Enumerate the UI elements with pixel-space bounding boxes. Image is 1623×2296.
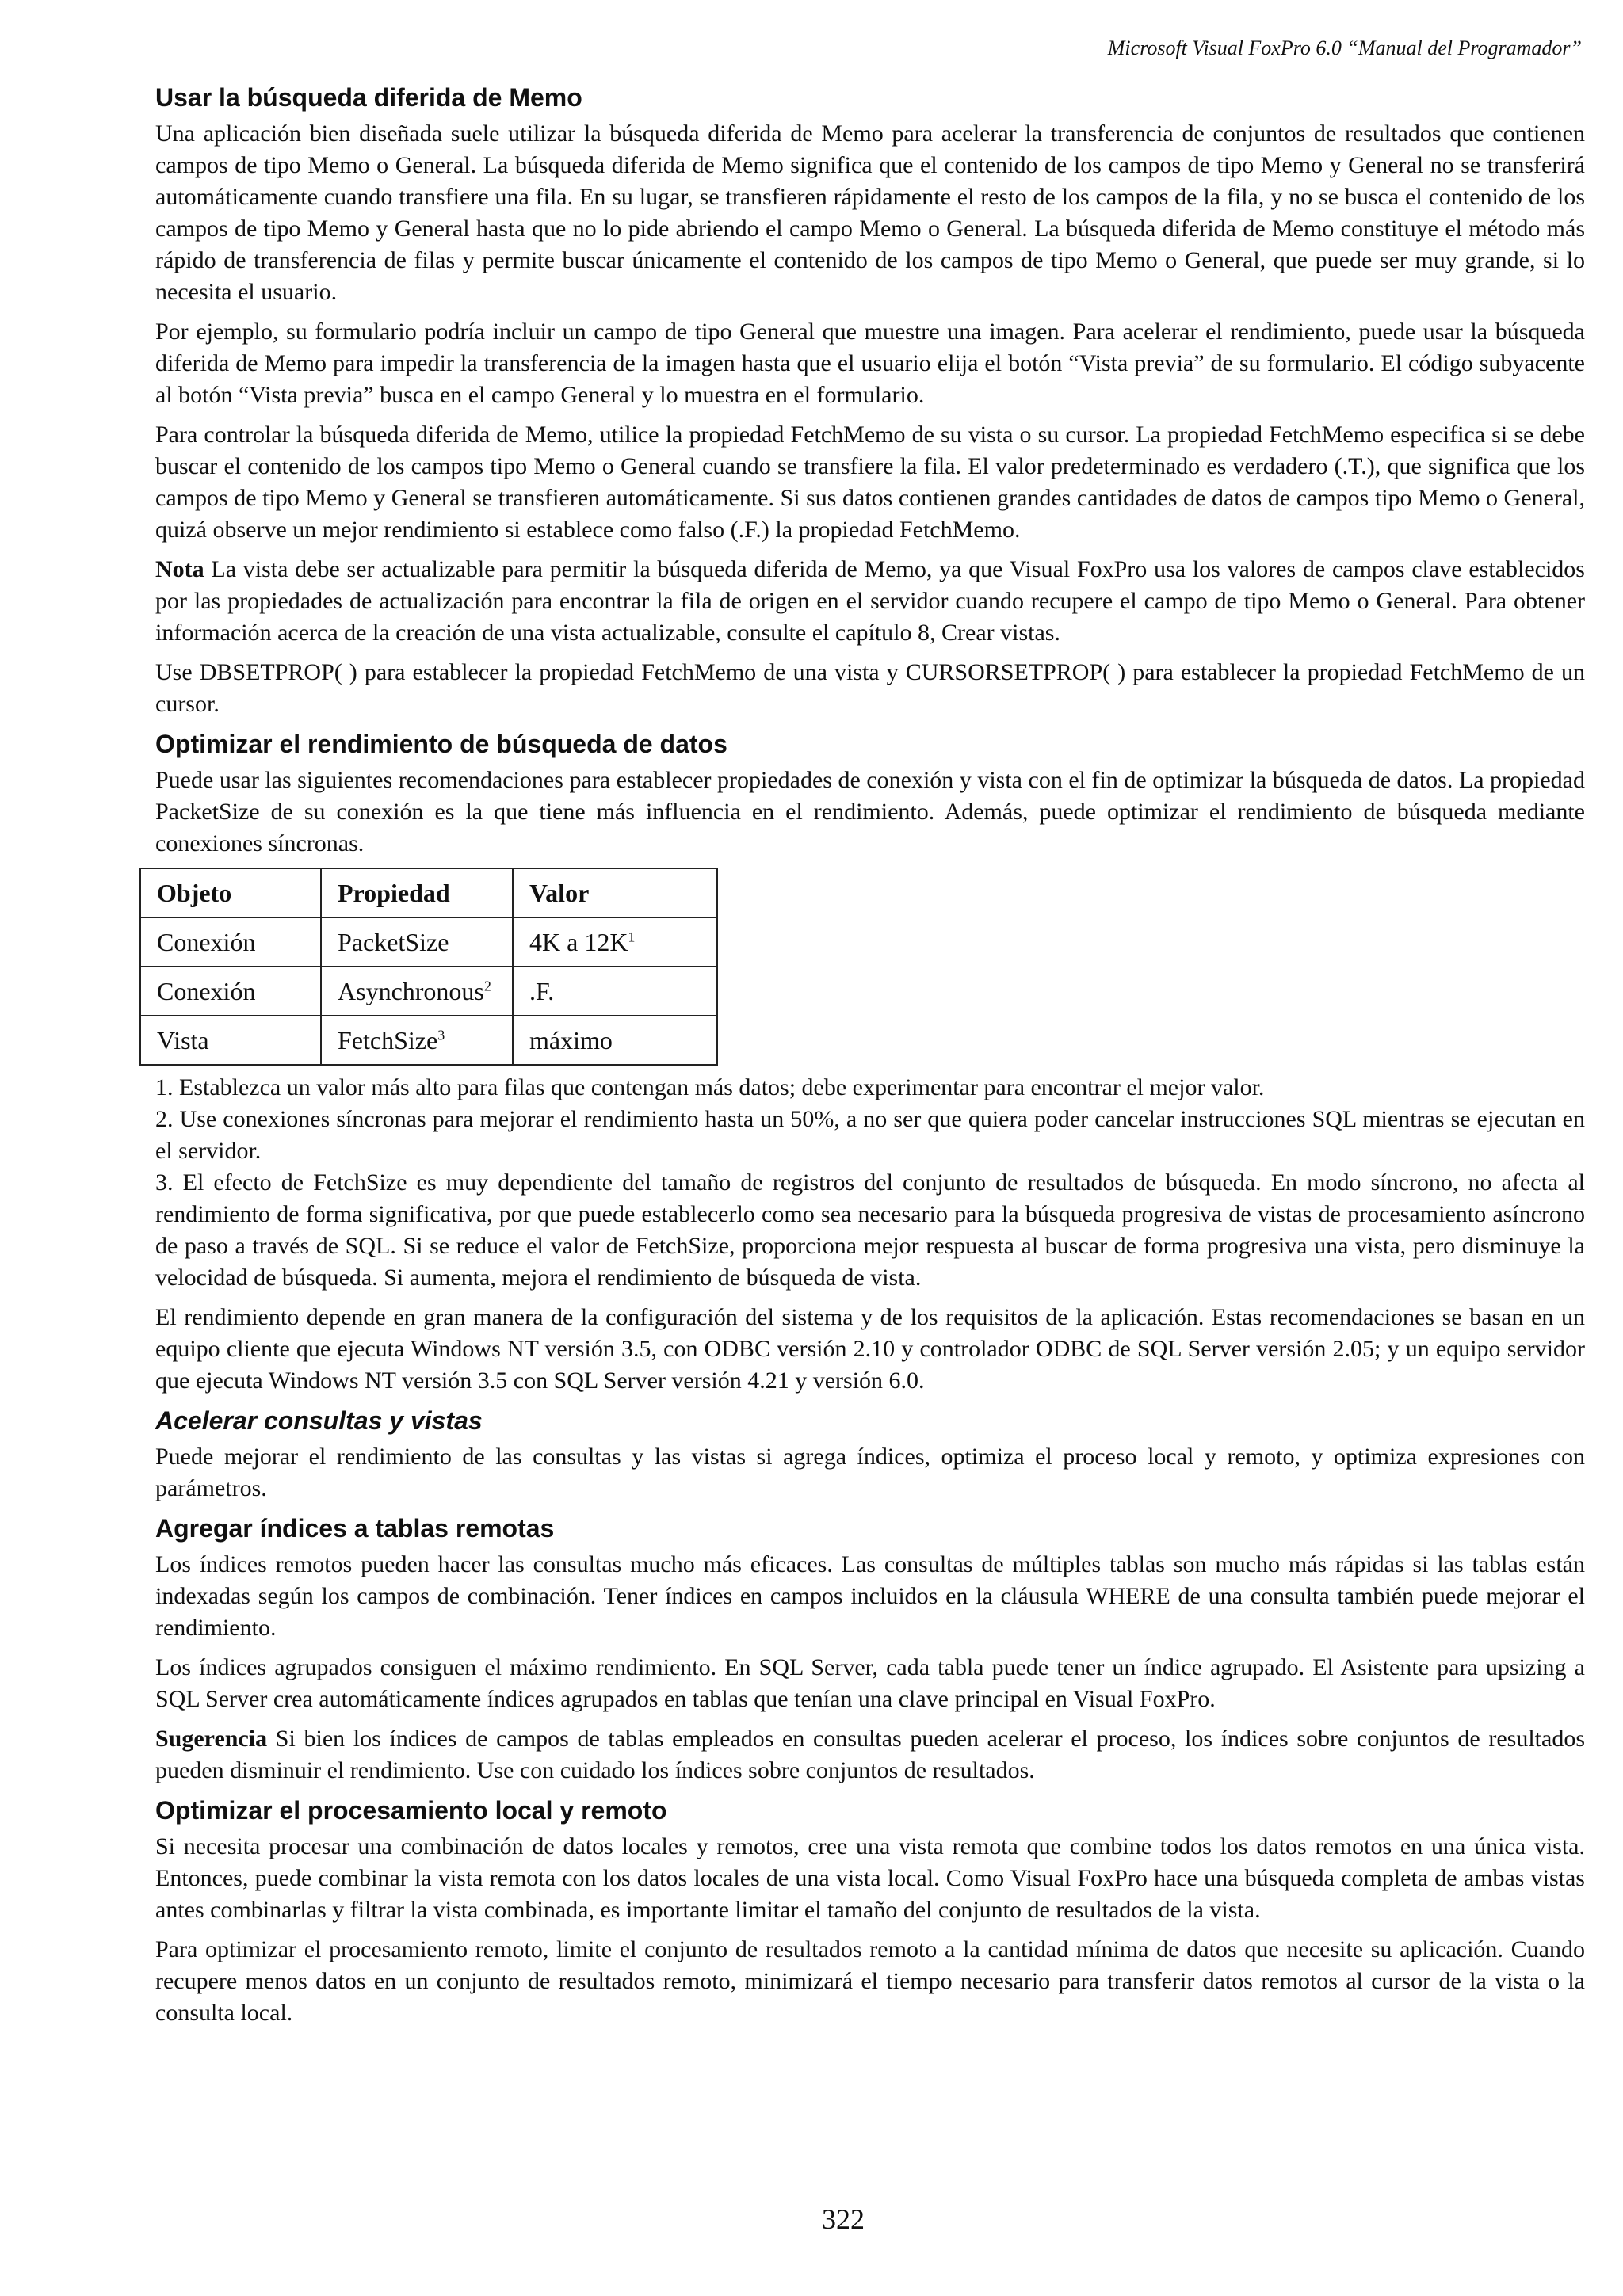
running-header: Microsoft Visual FoxPro 6.0 “Manual del Programador”: [1107, 36, 1582, 59]
footnotes: [155, 1072, 1585, 1294]
paragraph: Puede usar las siguientes recomendaciones para establecer propiedades de conexión y vista con el fin de optimizar la búsqueda de datos. La propiedad PacketSize de su conexión es la que tiene más influencia en el rendimiento. Además, puede optimizar el rendimiento de búsqueda mediante conexiones síncronas.: [155, 767, 1585, 856]
footnote: 1. Establezca un valor más alto para filas que contengan más datos; debe experimentar para encontrar el mejor valor.: [155, 1074, 1265, 1100]
section-title-indexes: Agregar índices a tablas remotas: [155, 1514, 555, 1543]
footnote-ref: 1: [628, 928, 636, 944]
paragraph: Si necesita procesar una combinación de datos locales y remotos, cree una vista remota que combine todos los datos remotos en una única vista. Entonces, puede combinar la vista remota con los datos locales de una vista local. Como Visual FoxPro hace una búsqueda completa de ambas vistas antes combinarlas y filtrar la vista combinada, es importante limitar el tamaño del conjunto de resultados de la vista.: [155, 1833, 1585, 1923]
tip-paragraph: [155, 1723, 1585, 1787]
section-title-fetch: Optimizar el rendimiento de búsqueda de datos: [155, 730, 727, 758]
table-cell: Conexión: [140, 917, 321, 967]
cell-text: PacketSize: [338, 927, 449, 956]
table-row: [140, 917, 717, 967]
cell-text: 4K a 12K: [529, 927, 628, 956]
section-title-processing: Optimizar el procesamiento local y remoto: [155, 1796, 667, 1825]
table-cell: [513, 917, 717, 967]
table-cell: .F.: [513, 967, 717, 1016]
tip-text: Si bien los índices de campos de tablas empleados en consultas pueden acelerar el proceso, los índices sobre conjuntos de resultados pueden disminuir el rendimiento. Use con cuidado los índices sobre conjuntos de resultados.: [155, 1726, 1585, 1783]
note-text: La vista debe ser actualizable para permitir la búsqueda diferida de Memo, ya que Visual FoxPro usa los valores de campos clave establecidos por las propiedades de actualización para encontrar la fila de origen en el servidor cuando recupere el campo de tipo Memo o General. Para obtener información acerca de la creación de una vista actualizable, consulte el capítulo 8, Crear vistas.: [155, 556, 1585, 646]
properties-table: [139, 868, 718, 1066]
table-header-cell: Valor: [513, 868, 717, 917]
table-cell: máximo: [513, 1016, 717, 1065]
paragraph: Los índices agrupados consiguen el máximo rendimiento. En SQL Server, cada tabla puede tener un índice agrupado. El Asistente para upsizing a SQL Server crea automáticamente índices agrupados en tablas que tenían una clave principal en Visual FoxPro.: [155, 1654, 1585, 1712]
table-cell: [321, 967, 513, 1016]
paragraph: Para controlar la búsqueda diferida de Memo, utilice la propiedad FetchMemo de su vista o su cursor. La propiedad FetchMemo especifica si se debe buscar el contenido de los campos tipo Memo o General cuando se transfiere la fila. El valor predeterminado es verdadero (.T.), que significa que los campos de tipo Memo y General se transfieren automáticamente. Si sus datos contienen grandes cantidades de datos de campos tipo Memo o General, quizá observe un mejor rendimiento si establece como falso (.F.) la propiedad FetchMemo.: [155, 421, 1585, 543]
footnote: 3. El efecto de FetchSize es muy dependiente del tamaño de registros del conjunto de resultados de búsqueda. En modo síncrono, no afecta al rendimiento de forma significativa, por que puede establecerlo como sea necesario para la búsqueda progresiva de vistas de procesamiento asíncrono de paso a través de SQL. Si se reduce el valor de FetchSize, proporciona mejor respuesta al buscar de forma progresiva una vista, pero disminuye la velocidad de búsqueda. Si aumenta, mejora el rendimiento de búsqueda de vista.: [155, 1169, 1585, 1291]
table-cell: Vista: [140, 1016, 321, 1065]
page-content: [155, 75, 1585, 2037]
cell-text: Asynchronous: [338, 976, 484, 1005]
note-label: Nota: [155, 556, 204, 582]
footnote-ref: 3: [437, 1026, 445, 1043]
footnote-ref: 2: [483, 977, 491, 994]
table-cell: Conexión: [140, 967, 321, 1016]
paragraph: Use DBSETPROP( ) para establecer la propiedad FetchMemo de una vista y CURSORSETPROP( ) para establecer la propiedad FetchMemo de un cursor.: [155, 659, 1585, 717]
paragraph: Los índices remotos pueden hacer las consultas mucho más eficaces. Las consultas de múltiples tablas son mucho más rápidas si las tablas están indexadas según los campos de combinación. Tener índices en campos incluidos en la cláusula WHERE de una consulta también puede mejorar el rendimiento.: [155, 1551, 1585, 1641]
table-header-cell: Objeto: [140, 868, 321, 917]
note-paragraph: [155, 554, 1585, 649]
page-number: 322: [822, 2203, 865, 2235]
paragraph: Por ejemplo, su formulario podría incluir un campo de tipo General que muestre una imagen. Para acelerar el rendimiento, puede usar la búsqueda diferida de Memo para impedir la transferencia de la imagen hasta que el usuario elija el botón “Vista previa” de su formulario. El código subyacente al botón “Vista previa” busca en el campo General y lo muestra en el formulario.: [155, 318, 1585, 408]
paragraph: El rendimiento depende en gran manera de la configuración del sistema y de los requisitos de la aplicación. Estas recomendaciones se basan en un equipo cliente que ejecuta Windows NT versión 3.5, con ODBC versión 2.10 y controlador ODBC de SQL Server versión 2.05; y un equipo servidor que ejecuta Windows NT versión 3.5 con SQL Server versión 4.21 y versión 6.0.: [155, 1304, 1585, 1394]
footnote: 2. Use conexiones síncronas para mejorar el rendimiento hasta un 50%, a no ser que quiera poder cancelar instrucciones SQL mientras se ejecutan en el servidor.: [155, 1106, 1585, 1164]
table-header-cell: Propiedad: [321, 868, 513, 917]
table-row: [140, 967, 717, 1016]
table-row: [140, 1016, 717, 1065]
tip-label: Sugerencia: [155, 1726, 268, 1752]
paragraph: Para optimizar el procesamiento remoto, limite el conjunto de resultados remoto a la cantidad mínima de datos que necesite su aplicación. Cuando recupere menos datos en un conjunto de resultados remoto, minimizará el tiempo necesario para transferir datos remotos al cursor de la vista o la consulta local.: [155, 1936, 1585, 2026]
paragraph: Una aplicación bien diseñada suele utilizar la búsqueda diferida de Memo para acelerar la transferencia de conjuntos de resultados que contienen campos de tipo Memo o General. La búsqueda diferida de Memo significa que el contenido de los campos de tipo Memo y General no se transferirá automáticamente cuando transfiere una fila. En su lugar, se transfieren rápidamente el resto de los campos de la fila, y no se busca el contenido de los campos de tipo Memo y General hasta que no lo pide abriendo el campo Memo o General. La búsqueda diferida de Memo constituye el método más rápido de transferencia de filas y permite buscar únicamente el contenido de los campos de tipo Memo o General, que puede ser muy grande, si lo necesita el usuario.: [155, 120, 1585, 305]
table-cell: [321, 1016, 513, 1065]
table-header-row: [140, 868, 717, 917]
section-title-queries: Acelerar consultas y vistas: [155, 1406, 483, 1435]
paragraph: Puede mejorar el rendimiento de las consultas y las vistas si agrega índices, optimiza el proceso local y remoto, y optimiza expresiones con parámetros.: [155, 1444, 1585, 1501]
table-cell: [321, 917, 513, 967]
cell-text: FetchSize: [338, 1025, 438, 1055]
section-title-memo: Usar la búsqueda diferida de Memo: [155, 83, 582, 112]
